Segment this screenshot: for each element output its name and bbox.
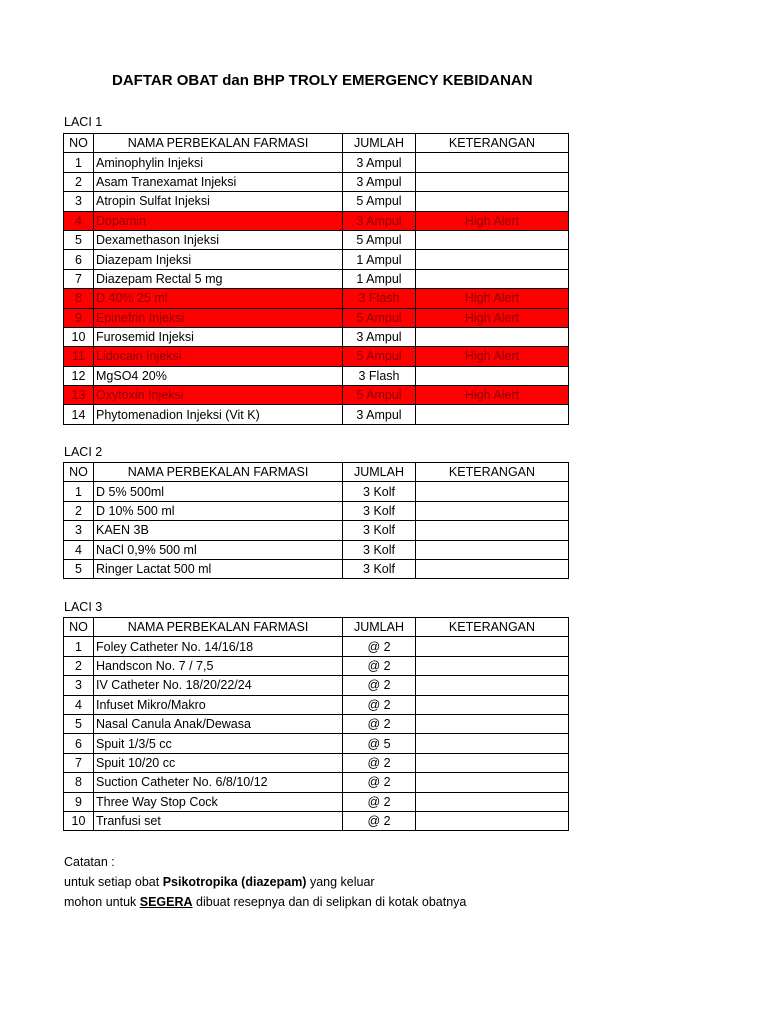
table-row [64, 269, 569, 288]
table-row [64, 153, 569, 172]
cell-jumlah: 3 Kolf [343, 482, 416, 501]
cell-nama: Aminophylin Injeksi [94, 153, 343, 172]
notes-line-2-post: dibuat resepnya dan di selipkan di kotak obatnya [192, 895, 467, 909]
cell-jumlah: @ 2 [343, 637, 416, 656]
cell-no: 1 [64, 153, 94, 172]
cell-jumlah: 1 Ampul [343, 269, 416, 288]
cell-no: 6 [64, 734, 94, 753]
cell-keterangan: High Alert [416, 289, 569, 308]
cell-no: 4 [64, 695, 94, 714]
cell-keterangan [416, 773, 569, 792]
table-header-row [64, 618, 569, 637]
laci-1-table [63, 133, 569, 425]
header-no: NO [64, 463, 94, 482]
cell-nama: Infuset Mikro/Makro [94, 695, 343, 714]
cell-jumlah: 5 Ampul [343, 230, 416, 249]
table-row [64, 656, 569, 675]
document-title: DAFTAR OBAT dan BHP TROLY EMERGENCY KEBIDANAN [112, 72, 533, 89]
header-no: NO [64, 134, 94, 153]
cell-jumlah: 5 Ampul [343, 386, 416, 405]
cell-jumlah: 3 Ampul [343, 153, 416, 172]
table-row [64, 172, 569, 191]
cell-no: 5 [64, 559, 94, 578]
cell-keterangan: High Alert [416, 308, 569, 327]
notes-line-1-bold: Psikotropika (diazepam) [162, 875, 307, 889]
cell-jumlah: @ 2 [343, 714, 416, 733]
cell-nama: Tranfusi set [94, 811, 343, 830]
cell-no: 6 [64, 250, 94, 269]
cell-jumlah: 1 Ampul [343, 250, 416, 269]
table-row [64, 540, 569, 559]
cell-no: 1 [64, 482, 94, 501]
cell-keterangan [416, 792, 569, 811]
cell-keterangan [416, 172, 569, 191]
table-row [64, 559, 569, 578]
cell-keterangan [416, 250, 569, 269]
cell-nama: KAEN 3B [94, 521, 343, 540]
cell-jumlah: 5 Ampul [343, 347, 416, 366]
cell-nama: Atropin Sulfat Injeksi [94, 192, 343, 211]
cell-no: 9 [64, 308, 94, 327]
table-row [64, 792, 569, 811]
cell-jumlah: 3 Kolf [343, 559, 416, 578]
cell-keterangan [416, 269, 569, 288]
table-row [64, 637, 569, 656]
table-row [64, 482, 569, 501]
cell-no: 3 [64, 521, 94, 540]
notes-heading: Catatan : [64, 855, 115, 869]
cell-jumlah: 3 Ampul [343, 211, 416, 230]
cell-jumlah: @ 2 [343, 676, 416, 695]
table-row [64, 753, 569, 772]
table-row [64, 676, 569, 695]
cell-nama: Handscon No. 7 / 7,5 [94, 656, 343, 675]
header-nama: NAMA PERBEKALAN FARMASI [94, 618, 343, 637]
table-row [64, 250, 569, 269]
cell-keterangan [416, 230, 569, 249]
table-header-row [64, 134, 569, 153]
laci-1-label: LACI 1 [64, 115, 103, 129]
cell-nama: Spuit 1/3/5 cc [94, 734, 343, 753]
table-row [64, 405, 569, 424]
cell-nama: IV Catheter No. 18/20/22/24 [94, 676, 343, 695]
laci-3-table [63, 617, 569, 831]
cell-keterangan [416, 192, 569, 211]
cell-no: 2 [64, 501, 94, 520]
table-row [64, 327, 569, 346]
cell-no: 7 [64, 753, 94, 772]
header-keterangan: KETERANGAN [416, 618, 569, 637]
cell-keterangan [416, 676, 569, 695]
cell-nama: Suction Catheter No. 6/8/10/12 [94, 773, 343, 792]
cell-keterangan: High Alert [416, 386, 569, 405]
cell-no: 3 [64, 192, 94, 211]
header-jumlah: JUMLAH [343, 134, 416, 153]
notes-line-2 [64, 892, 466, 912]
cell-keterangan [416, 521, 569, 540]
cell-jumlah: @ 5 [343, 734, 416, 753]
cell-jumlah: @ 2 [343, 773, 416, 792]
cell-no: 14 [64, 405, 94, 424]
table-row [64, 734, 569, 753]
cell-nama: Asam Tranexamat Injeksi [94, 172, 343, 191]
cell-jumlah: 3 Ampul [343, 327, 416, 346]
cell-no: 8 [64, 289, 94, 308]
cell-nama: NaCl 0,9% 500 ml [94, 540, 343, 559]
table-row [64, 211, 569, 230]
cell-jumlah: @ 2 [343, 811, 416, 830]
notes-line-1-post: yang keluar [306, 875, 375, 889]
cell-nama: Dexamethason Injeksi [94, 230, 343, 249]
cell-nama: Phytomenadion Injeksi (Vit K) [94, 405, 343, 424]
cell-nama: Furosemid Injeksi [94, 327, 343, 346]
cell-jumlah: @ 2 [343, 753, 416, 772]
cell-keterangan [416, 501, 569, 520]
cell-keterangan [416, 559, 569, 578]
cell-no: 2 [64, 656, 94, 675]
cell-no: 11 [64, 347, 94, 366]
cell-nama: Nasal Canula Anak/Dewasa [94, 714, 343, 733]
cell-nama: Diazepam Rectal 5 mg [94, 269, 343, 288]
cell-nama: Lidocain Injeksi [94, 347, 343, 366]
cell-no: 12 [64, 366, 94, 385]
cell-keterangan [416, 637, 569, 656]
table-row [64, 230, 569, 249]
cell-no: 5 [64, 230, 94, 249]
laci-2-table [63, 462, 569, 579]
laci-2-label: LACI 2 [64, 445, 103, 459]
table-row [64, 386, 569, 405]
cell-keterangan [416, 753, 569, 772]
cell-jumlah: 3 Kolf [343, 540, 416, 559]
cell-nama: Oxytoxin Injeksi [94, 386, 343, 405]
table-row [64, 289, 569, 308]
cell-nama: D 40% 25 ml [94, 289, 343, 308]
cell-jumlah: 3 Kolf [343, 521, 416, 540]
notes-section [64, 852, 466, 912]
cell-no: 9 [64, 792, 94, 811]
header-no: NO [64, 618, 94, 637]
cell-no: 10 [64, 327, 94, 346]
cell-jumlah: 3 Kolf [343, 501, 416, 520]
notes-line-2-bold: SEGERA [139, 895, 193, 909]
table-row [64, 347, 569, 366]
cell-nama: D 5% 500ml [94, 482, 343, 501]
table-row [64, 521, 569, 540]
cell-keterangan [416, 366, 569, 385]
cell-jumlah: @ 2 [343, 656, 416, 675]
cell-jumlah: 5 Ampul [343, 308, 416, 327]
cell-nama: D 10% 500 ml [94, 501, 343, 520]
cell-nama: Foley Catheter No. 14/16/18 [94, 637, 343, 656]
cell-keterangan [416, 734, 569, 753]
cell-keterangan [416, 482, 569, 501]
laci-3-label: LACI 3 [64, 600, 103, 614]
cell-no: 2 [64, 172, 94, 191]
header-nama: NAMA PERBEKALAN FARMASI [94, 463, 343, 482]
cell-jumlah: 3 Ampul [343, 405, 416, 424]
cell-no: 10 [64, 811, 94, 830]
cell-keterangan [416, 540, 569, 559]
cell-keterangan [416, 695, 569, 714]
table-row [64, 695, 569, 714]
header-keterangan: KETERANGAN [416, 463, 569, 482]
cell-no: 5 [64, 714, 94, 733]
table-row [64, 714, 569, 733]
cell-no: 13 [64, 386, 94, 405]
cell-keterangan [416, 153, 569, 172]
table-row [64, 773, 569, 792]
cell-nama: Ringer Lactat 500 ml [94, 559, 343, 578]
cell-keterangan: High Alert [416, 347, 569, 366]
table-row [64, 308, 569, 327]
cell-no: 4 [64, 211, 94, 230]
cell-keterangan [416, 714, 569, 733]
header-jumlah: JUMLAH [343, 618, 416, 637]
cell-jumlah: @ 2 [343, 792, 416, 811]
table-header-row [64, 463, 569, 482]
header-nama: NAMA PERBEKALAN FARMASI [94, 134, 343, 153]
cell-keterangan [416, 811, 569, 830]
notes-line-1-pre: untuk setiap obat [64, 875, 163, 889]
cell-no: 1 [64, 637, 94, 656]
notes-line-1 [64, 872, 466, 892]
cell-no: 8 [64, 773, 94, 792]
cell-no: 4 [64, 540, 94, 559]
cell-nama: Dopamin [94, 211, 343, 230]
cell-keterangan [416, 656, 569, 675]
cell-keterangan [416, 327, 569, 346]
table-row [64, 811, 569, 830]
table-row [64, 192, 569, 211]
header-jumlah: JUMLAH [343, 463, 416, 482]
table-row [64, 501, 569, 520]
cell-jumlah: 3 Flash [343, 366, 416, 385]
cell-nama: Diazepam Injeksi [94, 250, 343, 269]
table-row [64, 366, 569, 385]
cell-nama: Spuit 10/20 cc [94, 753, 343, 772]
cell-nama: Three Way Stop Cock [94, 792, 343, 811]
cell-jumlah: 3 Flash [343, 289, 416, 308]
cell-no: 3 [64, 676, 94, 695]
cell-no: 7 [64, 269, 94, 288]
cell-jumlah: @ 2 [343, 695, 416, 714]
notes-line-2-pre: mohon untuk [64, 895, 140, 909]
header-keterangan: KETERANGAN [416, 134, 569, 153]
cell-nama: Epinefrin Injeksi [94, 308, 343, 327]
cell-keterangan [416, 405, 569, 424]
cell-keterangan: High Alert [416, 211, 569, 230]
cell-jumlah: 5 Ampul [343, 192, 416, 211]
cell-nama: MgSO4 20% [94, 366, 343, 385]
cell-jumlah: 3 Ampul [343, 172, 416, 191]
